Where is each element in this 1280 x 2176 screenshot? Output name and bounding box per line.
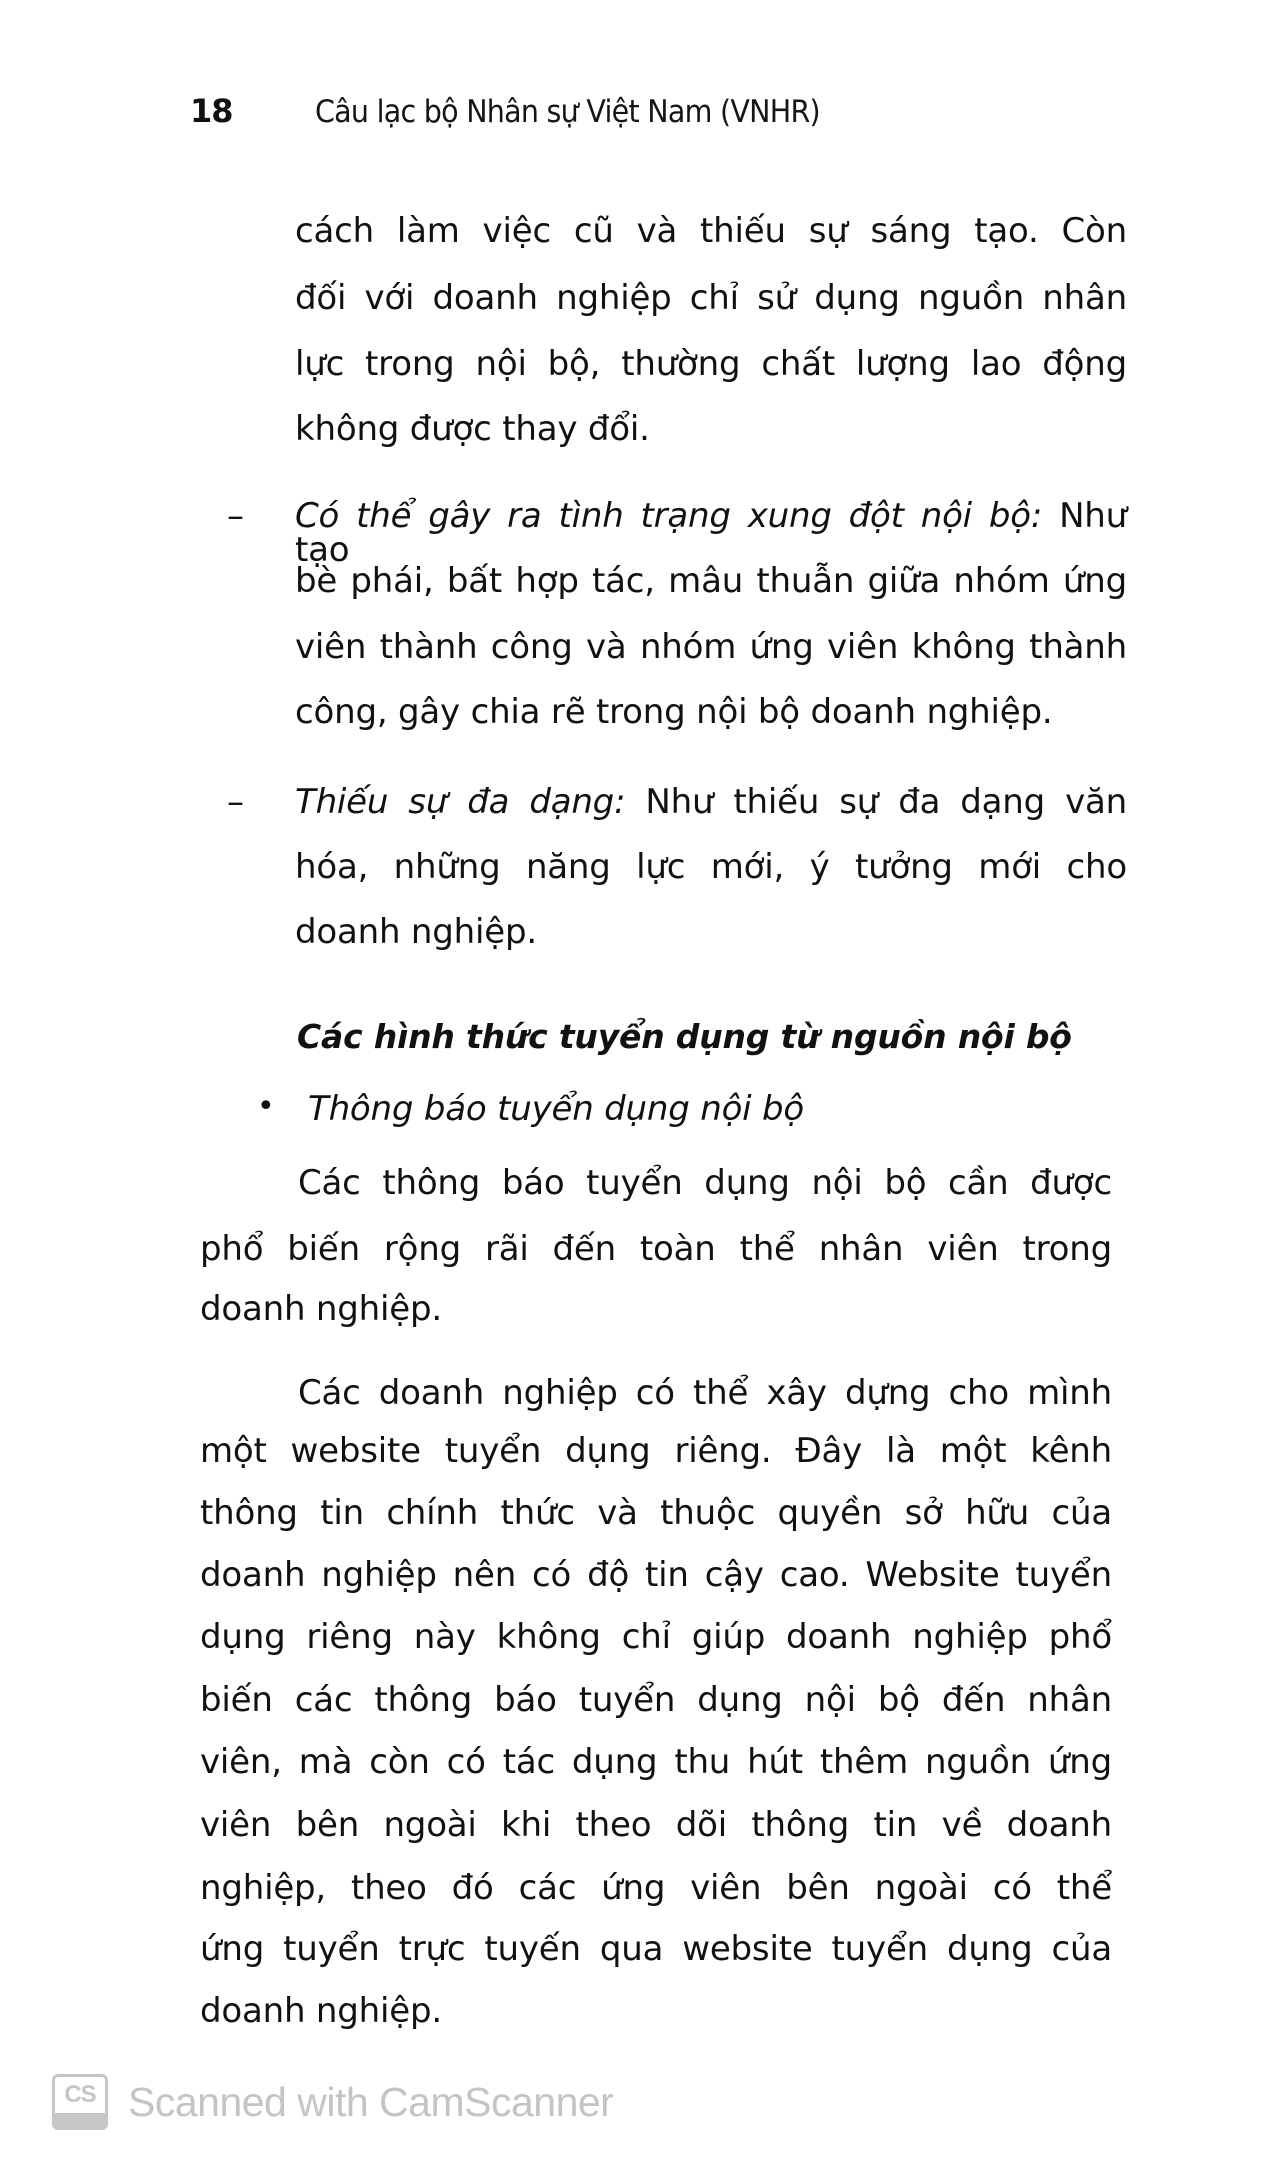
dash-marker: – bbox=[227, 782, 244, 822]
text-line: hóa, những năng lực mới, ý tưởng mới cho bbox=[295, 847, 1127, 887]
text-line: doanh nghiệp. bbox=[295, 912, 537, 952]
camscanner-logo-band bbox=[55, 2113, 105, 2127]
dash-item-first-line bbox=[295, 496, 1128, 570]
section-heading: Các hình thức tuyển dụng từ nguồn nội bộ bbox=[297, 1017, 1072, 1056]
text-line: doanh nghiệp. bbox=[200, 1289, 442, 1329]
text-line: viên thành công và nhóm ứng viên không thành bbox=[295, 627, 1127, 667]
text-line: Các thông báo tuyển dụng nội bộ cần được bbox=[298, 1163, 1112, 1203]
text-line: đối với doanh nghiệp chỉ sử dụng nguồn nhân bbox=[295, 278, 1127, 318]
text-line: không được thay đổi. bbox=[295, 409, 650, 449]
text-line: doanh nghiệp nên có độ tin cậy cao. Website tuyển bbox=[200, 1555, 1112, 1595]
dash-marker: – bbox=[227, 496, 244, 536]
running-title: Câu lạc bộ Nhân sự Việt Nam (VNHR) bbox=[315, 94, 820, 130]
dash-item-first-line bbox=[295, 782, 1128, 822]
running-header bbox=[190, 92, 864, 142]
text-line: doanh nghiệp. bbox=[200, 1991, 442, 2031]
text-line: công, gây chia rẽ trong nội bộ doanh nghiệp. bbox=[295, 692, 1053, 732]
text-line: bè phái, bất hợp tác, mâu thuẫn giữa nhóm ứng bbox=[295, 561, 1127, 601]
dash-item-text: Như tạo bbox=[295, 496, 1128, 570]
text-line: một website tuyển dụng riêng. Đây là một kênh bbox=[200, 1431, 1112, 1471]
text-line: viên bên ngoài khi theo dõi thông tin về doanh bbox=[200, 1805, 1112, 1845]
text-line: cách làm việc cũ và thiếu sự sáng tạo. Còn bbox=[295, 211, 1127, 251]
camscanner-watermark bbox=[52, 2074, 613, 2130]
text-line: dụng riêng này không chỉ giúp doanh nghiệp phổ bbox=[200, 1617, 1112, 1657]
text-line: biến các thông báo tuyển dụng nội bộ đến nhân bbox=[200, 1680, 1112, 1720]
dash-item-term: Thiếu sự đa dạng: bbox=[295, 782, 626, 822]
text-line: lực trong nội bộ, thường chất lượng lao động bbox=[295, 344, 1127, 384]
dash-item-term: Có thể gây ra tình trạng xung đột nội bộ: bbox=[295, 496, 1043, 536]
text-line: phổ biến rộng rãi đến toàn thể nhân viên trong bbox=[200, 1229, 1112, 1269]
camscanner-logo-icon bbox=[52, 2074, 108, 2130]
page-number: 18 bbox=[190, 92, 233, 130]
camscanner-logo-text: CS bbox=[64, 2081, 96, 2108]
text-line: nghiệp, theo đó các ứng viên bên ngoài có thể bbox=[200, 1868, 1112, 1908]
bullet-label: Thông báo tuyển dụng nội bộ bbox=[308, 1089, 805, 1129]
bullet-marker: • bbox=[257, 1089, 275, 1124]
dash-item-text: Như thiếu sự đa dạng văn bbox=[625, 782, 1128, 822]
watermark-text: Scanned with CamScanner bbox=[128, 2078, 614, 2125]
text-line: thông tin chính thức và thuộc quyền sở hữu của bbox=[200, 1493, 1112, 1533]
text-line: ứng tuyển trực tuyến qua website tuyển dụng của bbox=[200, 1929, 1112, 1969]
text-line: Các doanh nghiệp có thể xây dựng cho mình bbox=[298, 1373, 1112, 1413]
text-line: viên, mà còn có tác dụng thu hút thêm nguồn ứng bbox=[200, 1742, 1112, 1782]
